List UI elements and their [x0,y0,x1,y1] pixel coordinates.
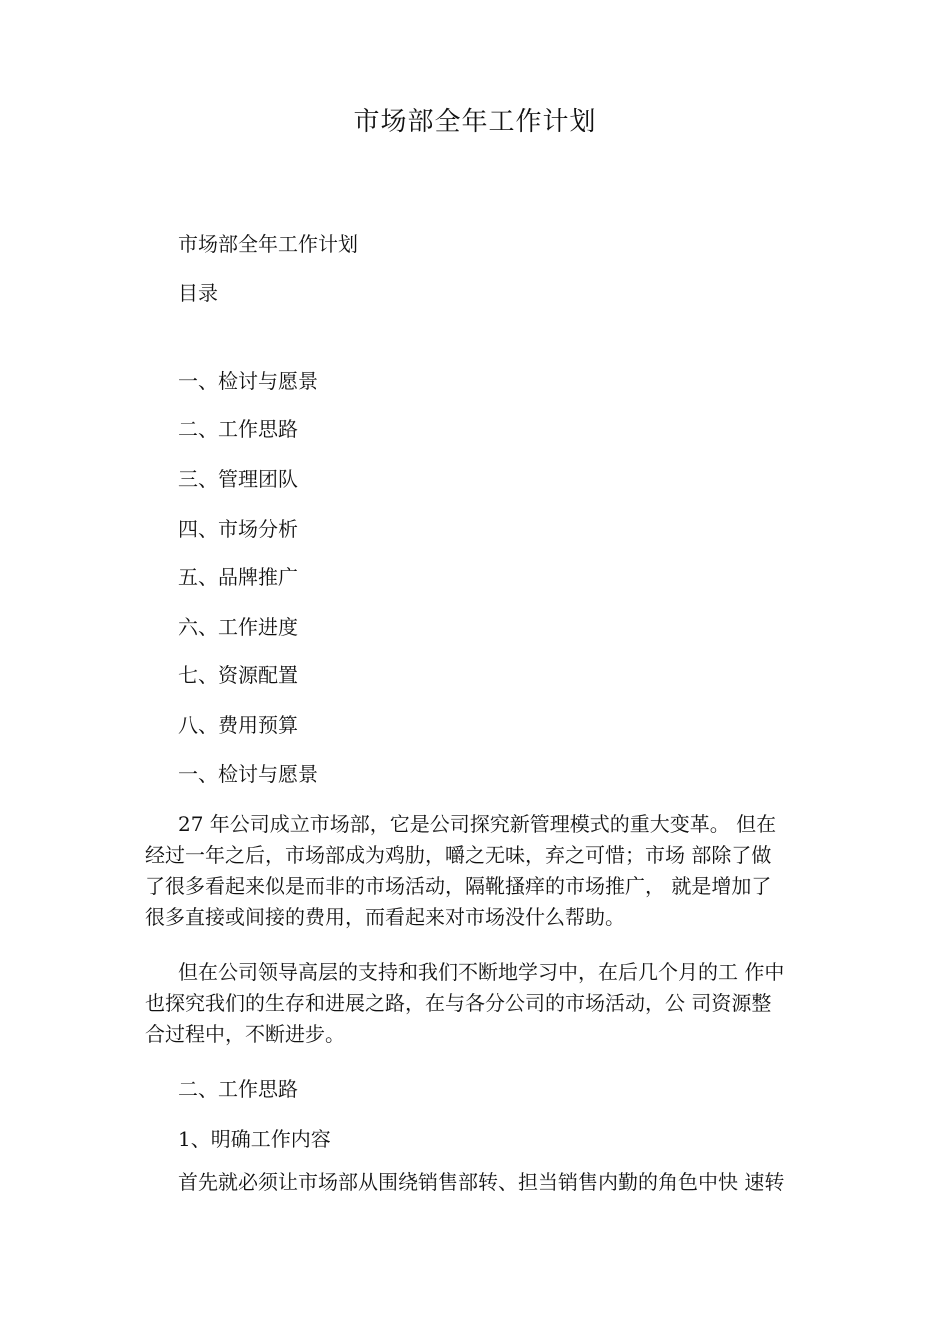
toc-item: 三、管理团队 [178,467,298,491]
toc-item: 八、费用预算 [178,713,298,737]
paragraph [145,809,835,933]
toc-heading: 目录 [178,281,218,305]
section-heading: 二、工作思路 [178,1077,298,1101]
paragraph [145,957,835,1050]
section-heading: 一、检讨与愿景 [178,762,318,786]
paragraph-line: 经过一年之后，市场部成为鸡肋，嚼之无味，弃之可惜；市场 部除了做 [145,843,772,867]
paragraph-line: 合过程中，不断进步。 [145,1022,345,1046]
document-title: 市场部全年工作计划 [353,107,597,137]
paragraph-line: 但在公司领导高层的支持和我们不断地学习中，在后几个月的工 作中 [178,960,785,984]
toc-item: 四、市场分析 [178,517,298,541]
paragraph-line: 也探究我们的生存和进展之路，在与各分公司的市场活动，公 司资源整 [145,991,772,1015]
toc-item: 六、工作进度 [178,615,298,639]
paragraph [145,1167,835,1198]
toc-item: 一、检讨与愿景 [178,369,318,393]
toc-item: 七、资源配置 [178,663,298,687]
paragraph-line: 了很多看起来似是而非的市场活动，隔靴搔痒的市场推广， 就是增加了 [145,874,772,898]
subsection-heading: 1、明确工作内容 [178,1127,331,1151]
toc-item: 五、品牌推广 [178,565,298,589]
toc-item: 二、工作思路 [178,417,298,441]
paragraph-line: 首先就必须让市场部从围绕销售部转、担当销售内勤的角色中快 速转 [178,1170,785,1194]
paragraph-line: 27 年公司成立市场部，它是公司探究新管理模式的重大变革。 但在 [178,812,777,836]
paragraph-line: 很多直接或间接的费用，而看起来对市场没什么帮助。 [145,905,625,929]
document-subtitle: 市场部全年工作计划 [178,232,358,256]
